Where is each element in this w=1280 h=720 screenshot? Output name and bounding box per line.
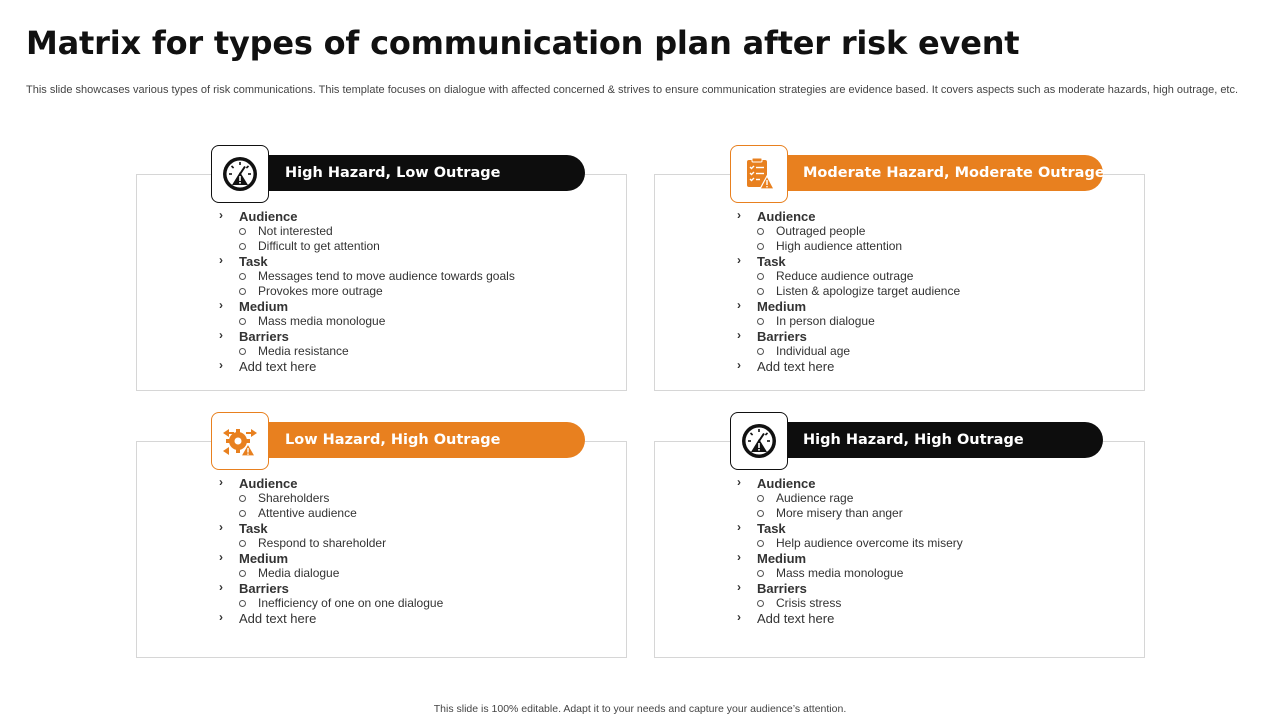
list-item: › Medium [737, 551, 963, 566]
list-item: Listen & apologize target audience [737, 284, 960, 299]
gauge-warning-icon [211, 145, 269, 203]
list-item: › Audience [219, 476, 443, 491]
list-item: Mass media monologue [737, 566, 963, 581]
list-item: Mass media monologue [219, 314, 515, 329]
list-item: High audience attention [737, 239, 960, 254]
list-item: › Add text here [219, 359, 515, 374]
list-item: Respond to shareholder [219, 536, 443, 551]
card-heading: Moderate Hazard, Moderate Outrage [785, 155, 1103, 191]
list-item: Outraged people [737, 224, 960, 239]
list-item: Inefficiency of one on one dialogue [219, 596, 443, 611]
list-item: › Add text here [219, 611, 443, 626]
list-item: Help audience overcome its misery [737, 536, 963, 551]
list-item: Crisis stress [737, 596, 963, 611]
list-item: More misery than anger [737, 506, 963, 521]
list-item: › Medium [219, 551, 443, 566]
checklist-warning-icon [730, 145, 788, 203]
list-item: › Audience [219, 209, 515, 224]
gauge-warning-icon [730, 412, 788, 470]
card-content [219, 209, 515, 374]
card-content [219, 476, 443, 626]
list-item: › Medium [737, 299, 960, 314]
card-heading: High Hazard, Low Outrage [267, 155, 585, 191]
gear-arrows-warning-icon [211, 412, 269, 470]
list-item: › Barriers [219, 581, 443, 596]
list-item: › Add text here [737, 359, 960, 374]
card-heading: High Hazard, High Outrage [785, 422, 1103, 458]
list-item: Messages tend to move audience towards goals [219, 269, 515, 284]
list-item: Difficult to get attention [219, 239, 515, 254]
list-item: Media dialogue [219, 566, 443, 581]
list-item: Attentive audience [219, 506, 443, 521]
list-item: Individual age [737, 344, 960, 359]
card-heading: Low Hazard, High Outrage [267, 422, 585, 458]
list-item: › Add text here [737, 611, 963, 626]
page-title: Matrix for types of communication plan after risk event [26, 24, 1020, 62]
list-item: › Barriers [737, 581, 963, 596]
list-item: › Task [219, 254, 515, 269]
list-item: Audience rage [737, 491, 963, 506]
list-item: Provokes more outrage [219, 284, 515, 299]
list-item: › Task [737, 521, 963, 536]
list-item: › Audience [737, 476, 963, 491]
list-item: › Barriers [737, 329, 960, 344]
list-item: Not interested [219, 224, 515, 239]
list-item: Media resistance [219, 344, 515, 359]
card-content [737, 476, 963, 626]
list-item: › Barriers [219, 329, 515, 344]
list-item: › Task [219, 521, 443, 536]
list-item: Shareholders [219, 491, 443, 506]
list-item: › Medium [219, 299, 515, 314]
list-item: Reduce audience outrage [737, 269, 960, 284]
page-subtitle: This slide showcases various types of risk communications. This template focuses on dialogue with affected concerned & strives to ensure communication strategies are evidence based. It covers aspects such as moderate hazards, high outrage, etc. [26, 84, 1239, 96]
card-content [737, 209, 960, 374]
list-item: › Audience [737, 209, 960, 224]
footer-note: This slide is 100% editable. Adapt it to your needs and capture your audience’s attention. [433, 703, 847, 715]
list-item: In person dialogue [737, 314, 960, 329]
list-item: › Task [737, 254, 960, 269]
